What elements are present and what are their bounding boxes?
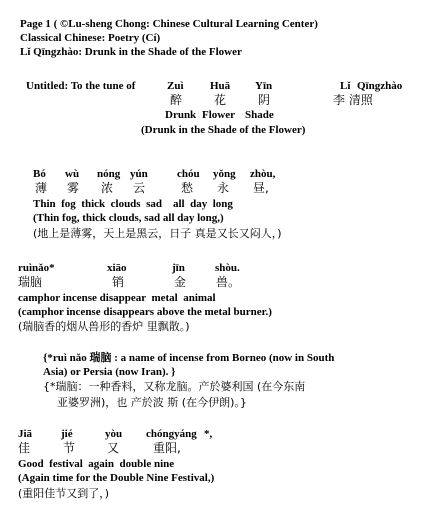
s1-translation: (Thin fog, thick clouds, sad all day long,)	[33, 212, 224, 224]
untitled-label: Untitled: To the tune of	[26, 80, 136, 92]
s1-char-yong: 永	[217, 181, 230, 195]
tune-english-flower: Flower	[202, 109, 235, 121]
s3-pinyin-jia: Jiā	[18, 428, 33, 440]
s1-char-bo: 薄	[35, 181, 48, 195]
note-line1: {*ruì nǎo 瑞脑 : a name of incense from Borneo (now in South	[43, 352, 335, 364]
tune-char-hua: 花	[214, 93, 227, 107]
s1-char-nong: 浓	[101, 181, 114, 195]
s3-pinyin-chongyang: chóngyáng	[146, 428, 197, 440]
note-line3: {*瑞脑：一种香料，又称龙脑。产於婆利国 (在今东南	[43, 380, 306, 393]
note-line4: 亚婆罗洲)，也 产於波 斯 (在今伊朗)。}	[57, 396, 247, 409]
s1-pinyin-yun: yún	[130, 168, 148, 180]
s2-pinyin-ruinao: ruìnǎo*	[18, 262, 55, 274]
tune-english-shade: Shade	[245, 109, 274, 121]
author-pinyin-li: Lǐ	[340, 80, 351, 92]
s1-pinyin-chou: chóu	[177, 168, 200, 180]
s3-char-you: 又	[107, 441, 120, 455]
s3-english: Good festival again double nine	[18, 458, 175, 470]
s1-pinyin-bo: Bó	[33, 168, 46, 180]
s2-char-jin: 金	[174, 275, 187, 289]
s3-pinyin-jie: jié	[61, 428, 73, 440]
s1-chinese-gloss: (地上是薄雾，天上是黑云，日子 真是又长又闷人，)	[33, 227, 282, 240]
s2-pinyin-jin: jīn	[172, 262, 185, 274]
s2-char-xiao: 销	[112, 275, 125, 289]
s1-char-yun: 云	[133, 181, 146, 195]
section-subtitle: Classical Chinese: Poetry (Cí)	[20, 32, 161, 44]
tune-pinyin-yin: Yīn	[255, 80, 273, 92]
author-pinyin-qingzhao: Qīngzhào	[357, 80, 403, 92]
s3-char-chongyang: 重阳,	[153, 441, 181, 455]
s3-char-jia: 佳	[18, 441, 31, 455]
s1-pinyin-zhou: zhòu,	[250, 168, 276, 180]
s1-pinyin-wu: wù	[65, 168, 80, 180]
note-line2: Asia) or Persia (now Iran). }	[43, 366, 176, 378]
tune-translation: (Drunk in the Shade of the Flower)	[141, 124, 306, 136]
tune-pinyin-hua: Huā	[210, 80, 231, 92]
s2-pinyin-xiao: xiāo	[107, 262, 127, 274]
author-chars: 李 清照	[333, 93, 373, 107]
s1-char-wu: 雾	[67, 181, 80, 195]
page-header: Page 1 ( ©Lu-sheng Chong: Chinese Cultural Learning Center)	[20, 18, 318, 30]
s3-pinyin-you: yòu	[105, 428, 123, 440]
s2-chinese-gloss: (瑞脑香的烟从兽形的香炉 里飘散。)	[18, 320, 190, 333]
s1-char-zhou: 昼,	[253, 181, 269, 195]
tune-char-zui: 醉	[170, 93, 183, 107]
s3-translation: (Again time for the Double Nine Festival,)	[18, 472, 215, 484]
s1-pinyin-yong: yǒng	[213, 168, 236, 180]
s2-english: camphor incense disappear metal animal	[18, 292, 216, 304]
s3-pinyin-mark: *,	[204, 428, 213, 440]
s1-english: Thin fog thick clouds sad all day long	[33, 198, 233, 210]
s1-char-chou: 愁	[181, 181, 194, 195]
s3-char-jie: 节	[63, 441, 76, 455]
tune-pinyin-zui: Zuì	[167, 80, 184, 92]
s1-pinyin-nong: nóng	[97, 168, 121, 180]
s2-char-shou: 兽。	[216, 275, 241, 289]
s2-translation: (camphor incense disappears above the metal burner.)	[18, 306, 272, 318]
s3-chinese-gloss: (重阳佳节又到了，)	[18, 487, 110, 500]
tune-char-yin: 阴	[258, 93, 271, 107]
tune-english-drunk: Drunk	[165, 109, 197, 121]
poem-heading: Lǐ Qīngzhào: Drunk in the Shade of the Flower	[20, 46, 242, 58]
s2-char-ruinao: 瑞脑	[18, 275, 43, 289]
s2-pinyin-shou: shòu.	[215, 262, 240, 274]
